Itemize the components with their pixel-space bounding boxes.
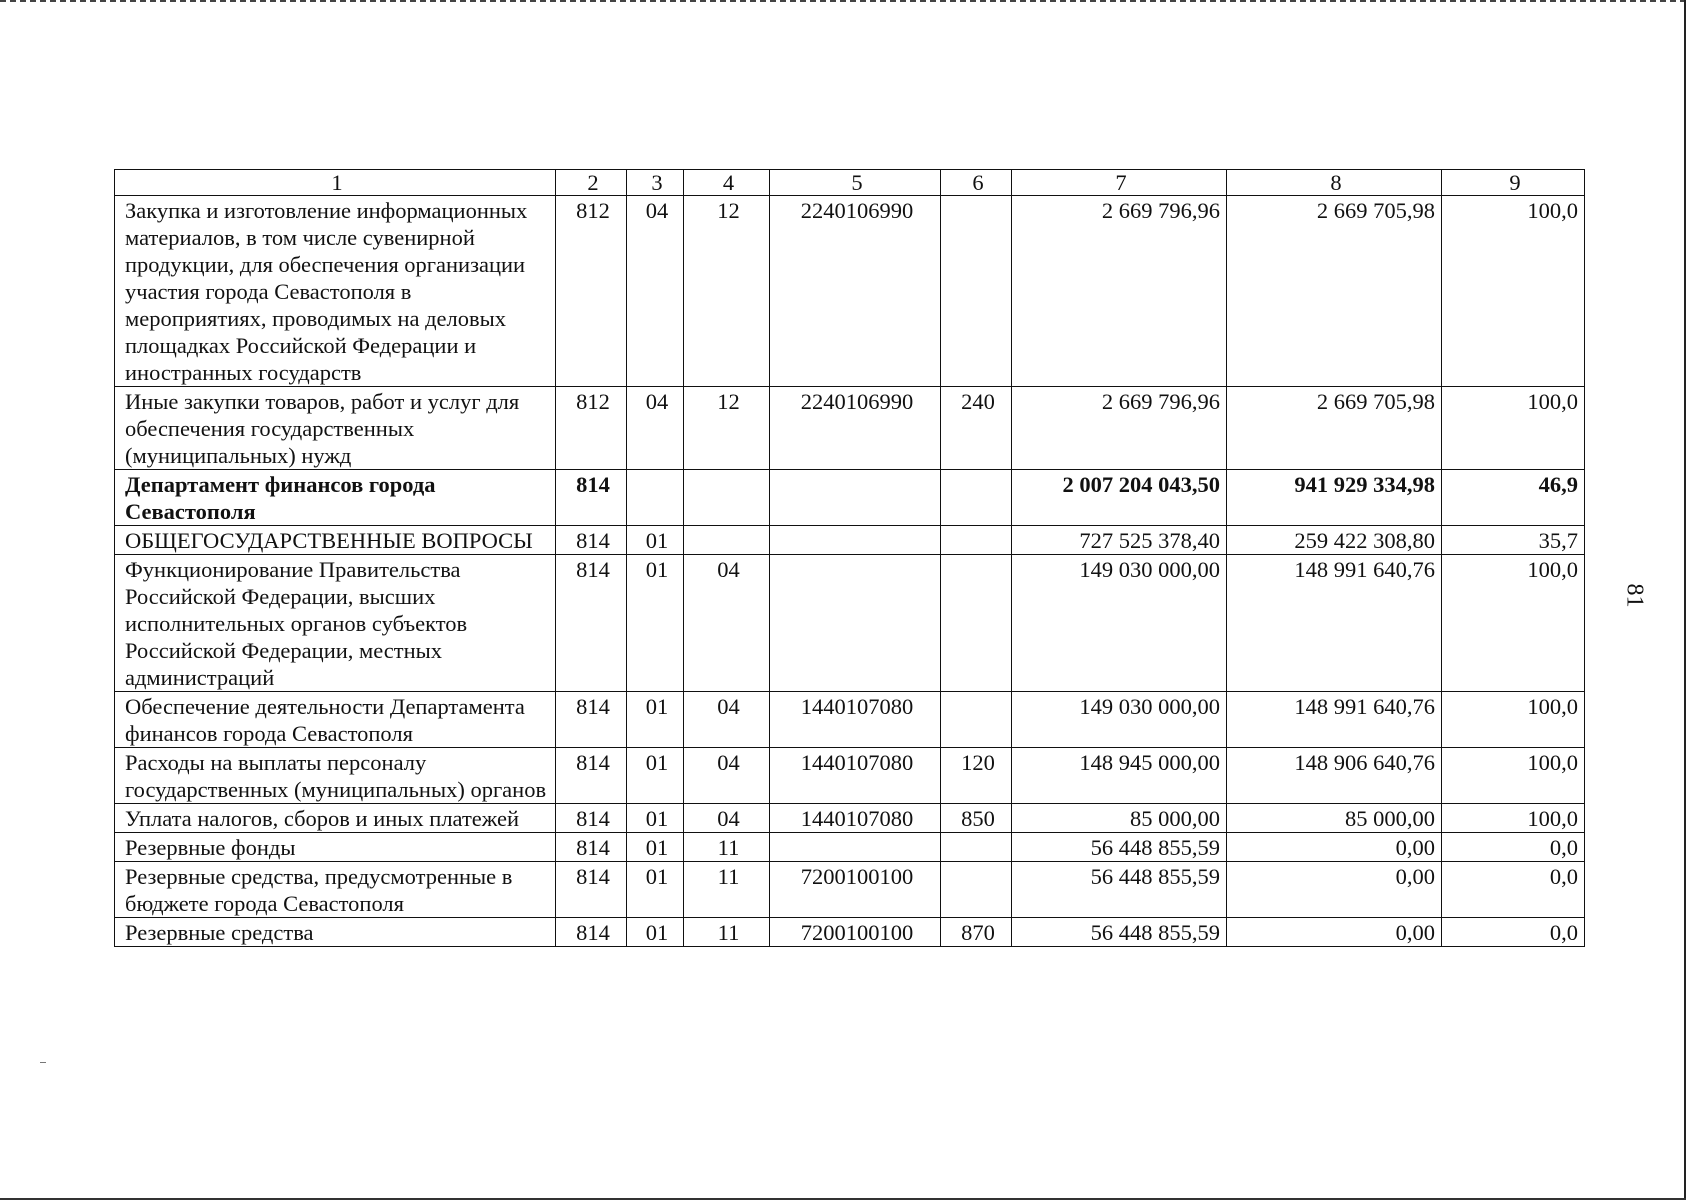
expense-type-cell	[941, 470, 1012, 526]
column-header: 3	[627, 170, 684, 196]
actual-amount-cell: 941 929 334,98	[1227, 470, 1442, 526]
section-cell: 01	[627, 862, 684, 918]
subsection-cell: 04	[684, 555, 770, 692]
expense-type-cell: 240	[941, 387, 1012, 470]
gov-code-cell: 814	[556, 862, 627, 918]
table-row	[115, 692, 1585, 748]
section-cell: 04	[627, 387, 684, 470]
gov-code-cell: 812	[556, 387, 627, 470]
target-article-cell	[770, 526, 941, 555]
expense-type-cell: 850	[941, 804, 1012, 833]
table-body	[115, 170, 1585, 947]
section-cell: 01	[627, 833, 684, 862]
table-row	[115, 470, 1585, 526]
table-row	[115, 833, 1585, 862]
subsection-cell: 12	[684, 196, 770, 387]
gov-code-cell: 814	[556, 918, 627, 947]
percent-cell: 100,0	[1442, 196, 1585, 387]
row-name-cell: Резервные фонды	[115, 833, 556, 862]
column-header: 5	[770, 170, 941, 196]
gov-code-cell: 814	[556, 748, 627, 804]
scan-speck	[40, 1062, 46, 1063]
percent-cell: 0,0	[1442, 918, 1585, 947]
actual-amount-cell: 148 991 640,76	[1227, 692, 1442, 748]
actual-amount-cell: 2 669 705,98	[1227, 387, 1442, 470]
percent-cell: 100,0	[1442, 387, 1585, 470]
actual-amount-cell: 259 422 308,80	[1227, 526, 1442, 555]
gov-code-cell: 814	[556, 470, 627, 526]
table-row	[115, 862, 1585, 918]
planned-amount-cell: 727 525 378,40	[1012, 526, 1227, 555]
expense-type-cell	[941, 526, 1012, 555]
section-cell: 01	[627, 804, 684, 833]
gov-code-cell: 814	[556, 526, 627, 555]
subsection-cell	[684, 470, 770, 526]
scan-top-edge	[0, 0, 1686, 2]
actual-amount-cell: 85 000,00	[1227, 804, 1442, 833]
actual-amount-cell: 148 991 640,76	[1227, 555, 1442, 692]
subsection-cell: 11	[684, 918, 770, 947]
percent-cell: 0,0	[1442, 862, 1585, 918]
column-header: 1	[115, 170, 556, 196]
page-number: 81	[1621, 583, 1648, 608]
row-name-cell: Обеспечение деятельности Департамента финансов города Севастополя	[115, 692, 556, 748]
subsection-cell: 04	[684, 692, 770, 748]
table-row	[115, 196, 1585, 387]
row-name-cell: Закупка и изготовление информационных материалов, в том числе сувенирной продукции, для обеспечения организации участия города Севастополя в мероприятиях, проводимых на деловых площадках Российской Федерации и иностранных государств	[115, 196, 556, 387]
expense-type-cell	[941, 196, 1012, 387]
table-row	[115, 555, 1585, 692]
subsection-cell: 12	[684, 387, 770, 470]
section-cell: 01	[627, 555, 684, 692]
planned-amount-cell: 85 000,00	[1012, 804, 1227, 833]
target-article-cell	[770, 470, 941, 526]
planned-amount-cell: 56 448 855,59	[1012, 862, 1227, 918]
planned-amount-cell: 148 945 000,00	[1012, 748, 1227, 804]
expense-type-cell	[941, 833, 1012, 862]
column-header: 4	[684, 170, 770, 196]
column-header: 6	[941, 170, 1012, 196]
row-name-cell: Резервные средства, предусмотренные в бюджете города Севастополя	[115, 862, 556, 918]
percent-cell: 100,0	[1442, 748, 1585, 804]
column-header: 8	[1227, 170, 1442, 196]
actual-amount-cell: 0,00	[1227, 862, 1442, 918]
expense-type-cell	[941, 555, 1012, 692]
actual-amount-cell: 0,00	[1227, 918, 1442, 947]
planned-amount-cell: 56 448 855,59	[1012, 833, 1227, 862]
subsection-cell	[684, 526, 770, 555]
row-name-cell: Расходы на выплаты персоналу государственных (муниципальных) органов	[115, 748, 556, 804]
target-article-cell: 2240106990	[770, 387, 941, 470]
planned-amount-cell: 56 448 855,59	[1012, 918, 1227, 947]
percent-cell: 35,7	[1442, 526, 1585, 555]
planned-amount-cell: 2 007 204 043,50	[1012, 470, 1227, 526]
target-article-cell: 1440107080	[770, 804, 941, 833]
column-header: 7	[1012, 170, 1227, 196]
row-name-cell: Резервные средства	[115, 918, 556, 947]
subsection-cell: 04	[684, 748, 770, 804]
actual-amount-cell: 2 669 705,98	[1227, 196, 1442, 387]
expense-type-cell	[941, 692, 1012, 748]
row-name-cell: Уплата налогов, сборов и иных платежей	[115, 804, 556, 833]
section-cell: 01	[627, 748, 684, 804]
table-row	[115, 387, 1585, 470]
expense-type-cell: 120	[941, 748, 1012, 804]
gov-code-cell: 814	[556, 555, 627, 692]
table-row	[115, 526, 1585, 555]
column-header-row	[115, 170, 1585, 196]
section-cell: 01	[627, 526, 684, 555]
table-row	[115, 804, 1585, 833]
planned-amount-cell: 149 030 000,00	[1012, 692, 1227, 748]
table-row	[115, 918, 1585, 947]
section-cell: 01	[627, 692, 684, 748]
target-article-cell: 7200100100	[770, 918, 941, 947]
table-row	[115, 748, 1585, 804]
subsection-cell: 11	[684, 862, 770, 918]
expense-type-cell	[941, 862, 1012, 918]
percent-cell: 46,9	[1442, 470, 1585, 526]
column-header: 9	[1442, 170, 1585, 196]
percent-cell: 100,0	[1442, 804, 1585, 833]
section-cell: 01	[627, 918, 684, 947]
percent-cell: 100,0	[1442, 555, 1585, 692]
target-article-cell: 1440107080	[770, 748, 941, 804]
target-article-cell: 1440107080	[770, 692, 941, 748]
percent-cell: 0,0	[1442, 833, 1585, 862]
planned-amount-cell: 2 669 796,96	[1012, 387, 1227, 470]
gov-code-cell: 814	[556, 692, 627, 748]
row-name-cell: ОБЩЕГОСУДАРСТВЕННЫЕ ВОПРОСЫ	[115, 526, 556, 555]
percent-cell: 100,0	[1442, 692, 1585, 748]
row-name-cell: Функционирование Правительства Российской Федерации, высших исполнительных органов субъектов Российской Федерации, местных администраций	[115, 555, 556, 692]
subsection-cell: 11	[684, 833, 770, 862]
target-article-cell	[770, 555, 941, 692]
subsection-cell: 04	[684, 804, 770, 833]
column-header: 2	[556, 170, 627, 196]
target-article-cell: 7200100100	[770, 862, 941, 918]
row-name-cell: Иные закупки товаров, работ и услуг для обеспечения государственных (муниципальных) нужд	[115, 387, 556, 470]
section-cell	[627, 470, 684, 526]
actual-amount-cell: 148 906 640,76	[1227, 748, 1442, 804]
gov-code-cell: 814	[556, 804, 627, 833]
gov-code-cell: 812	[556, 196, 627, 387]
target-article-cell: 2240106990	[770, 196, 941, 387]
section-cell: 04	[627, 196, 684, 387]
gov-code-cell: 814	[556, 833, 627, 862]
row-name-cell: Департамент финансов города Севастополя	[115, 470, 556, 526]
budget-table	[114, 169, 1585, 947]
expense-type-cell: 870	[941, 918, 1012, 947]
target-article-cell	[770, 833, 941, 862]
actual-amount-cell: 0,00	[1227, 833, 1442, 862]
planned-amount-cell: 149 030 000,00	[1012, 555, 1227, 692]
planned-amount-cell: 2 669 796,96	[1012, 196, 1227, 387]
